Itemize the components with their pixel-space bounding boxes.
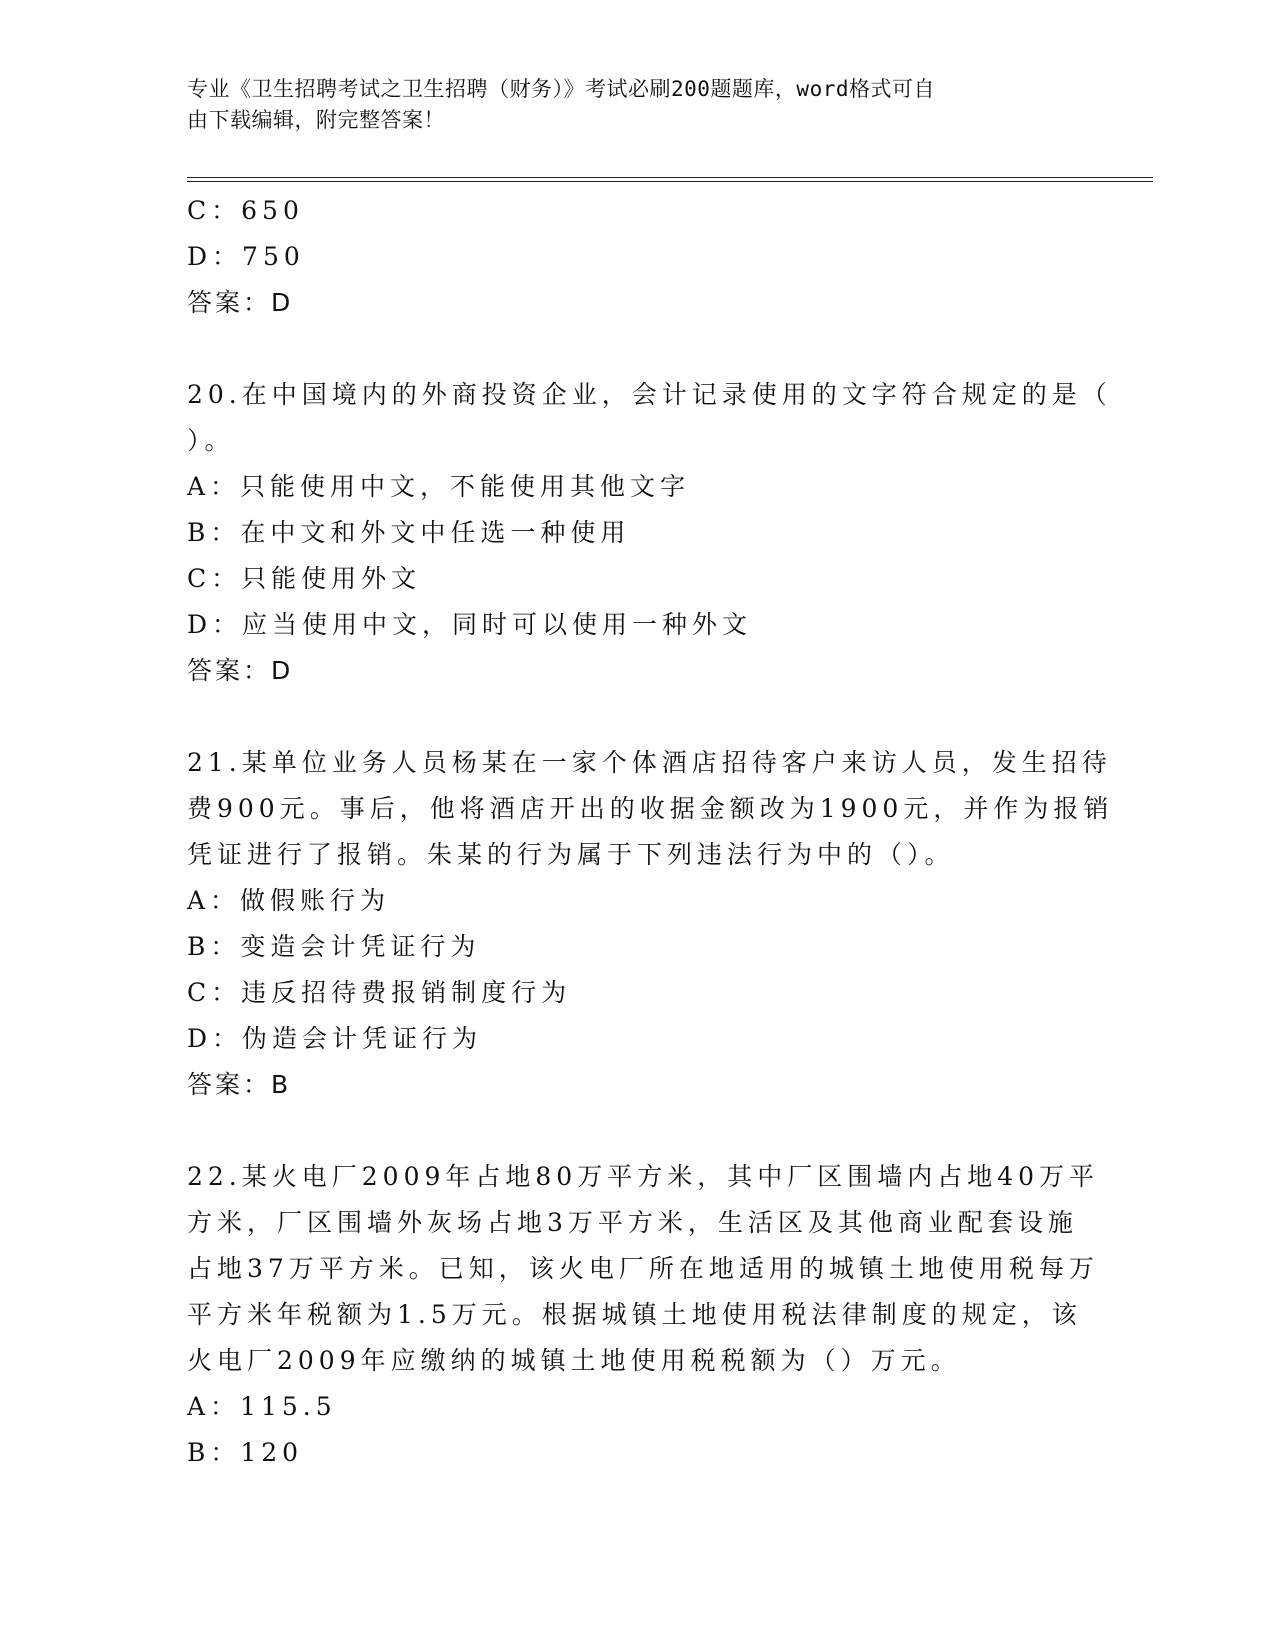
option-c: C：违反招待费报销制度行为 (187, 978, 572, 1007)
header-line-1: 专业《卫生招聘考试之卫生招聘（财务）》考试必刷200题题库，word格式可自 (187, 77, 935, 101)
spacer (187, 694, 1087, 740)
question-19-tail (187, 188, 1087, 326)
option-d: D：750 (187, 242, 305, 271)
question-stem-line: 占地37万平方米。已知，该火电厂所在地适用的城镇土地使用税每万 (187, 1254, 1099, 1283)
question-content (187, 188, 1114, 1476)
option-c: C：只能使用外文 (187, 564, 422, 593)
option-a: A：只能使用中文，不能使用其他文字 (187, 472, 691, 501)
option-b: B：在中文和外文中任选一种使用 (187, 518, 631, 547)
option-b: B：变造会计凭证行为 (187, 932, 481, 961)
question-stem-line: 22.某火电厂2009年占地80万平方米，其中厂区围墙内占地40万平 (187, 1162, 1100, 1191)
option-a: A：115.5 (187, 1392, 337, 1421)
option-a: A：做假账行为 (187, 886, 391, 915)
option-d: D：伪造会计凭证行为 (187, 1024, 483, 1053)
answer-line: 答案：D (187, 656, 294, 685)
option-d: D：应当使用中文，同时可以使用一种外文 (187, 610, 753, 639)
answer-line: 答案：D (187, 288, 294, 317)
option-b: B：120 (187, 1438, 304, 1467)
question-22 (187, 1154, 1100, 1476)
question-stem-line: ）。 (187, 426, 235, 455)
question-21 (187, 740, 1114, 1108)
question-20 (187, 372, 1112, 694)
answer-line: 答案：B (187, 1070, 292, 1099)
header-divider-bottom (187, 181, 1153, 182)
question-stem-line: 凭证进行了报销。朱某的行为属于下列违法行为中的（）。 (187, 840, 955, 869)
question-stem-line: 火电厂2009年应缴纳的城镇土地使用税税额为（）万元。 (187, 1346, 961, 1375)
question-stem-line: 21.某单位业务人员杨某在一家个体酒店招待客户来访人员，发生招待 (187, 748, 1112, 777)
question-stem-line: 方米，厂区围墙外灰场占地3万平方米，生活区及其他商业配套设施 (187, 1208, 1078, 1237)
option-c: C：650 (187, 196, 304, 225)
header-divider-top (187, 177, 1153, 178)
header-line-2: 由下载编辑，附完整答案！ (187, 108, 445, 132)
spacer (187, 1108, 1087, 1154)
question-stem-line: 20.在中国境内的外商投资企业，会计记录使用的文字符合规定的是（ (187, 380, 1112, 409)
page-header (187, 74, 1067, 136)
spacer (187, 326, 1087, 372)
question-stem-line: 平方米年税额为1.5万元。根据城镇土地使用税法律制度的规定，该 (187, 1300, 1082, 1329)
question-stem-line: 费900元。事后，他将酒店开出的收据金额改为1900元，并作为报销 (187, 794, 1114, 823)
